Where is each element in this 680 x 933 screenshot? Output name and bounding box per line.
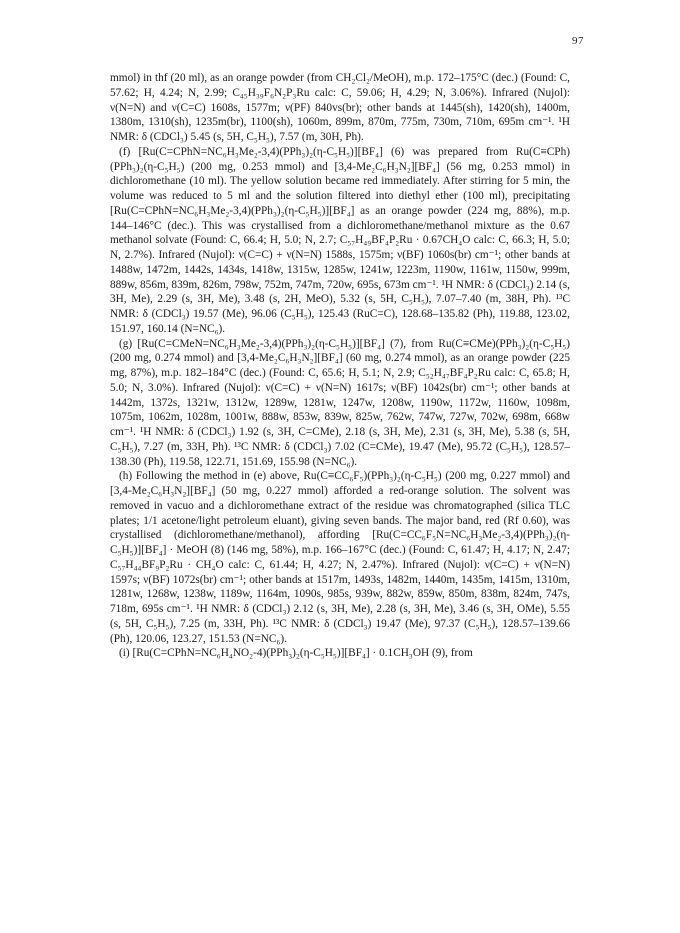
paragraph-f: (f) [Ru(C=CPhN=NC₆H₃Me₂-3,4)(PPh₃)₂(η-C₅H₅)][BF₄] (6) was prepared from Ru(C≡CPh)(PPh₃)₂(η-C₅H₅) (200 mg, 0.253 mmol) and [3,4-Me₂C₆H₃N₂][BF₄] (56 mg, 0.253 mmol) in dichloromethane (10 ml). The yellow solution became red immediately. After stirring for 5 min, the volume was reduced to 5 ml and the solution filtered into diethyl ether (100 ml), precipitating [Ru(C=CPhN=NC₆H₃Me₂-3,4)(PPh₃)₂(η-C₅H₅)][BF₄] as an orange powder (224 mg, 88%), m.p. 144–146°C (dec.). This was crystallised from a dichloromethane/methanol mixture as the 0.67 methanol solvate (Found: C, 66.4; H, 5.0; N, 2.7; C₅₇H₄₉BF₄P₂Ru · 0.67CH₄O calc: C, 66.3; H, 5.0; N, 2.7%). Infrared (Nujol): ν(C=C) + ν(N=N) 1588s, 1575m; ν(BF) 1060s(br) cm⁻¹; other bands at 1488w, 1472m, 1442s, 1434s, 1418w, 1315w, 1285w, 1241w, 1223m, 1190w, 1161w, 1150w, 999m, 889w, 856m, 839m, 826m, 798w, 752m, 747m, 720w, 695s, 673m cm⁻¹. ¹H NMR: δ (CDCl₃) 2.14 (s, 3H, Me), 2.29 (s, 3H, Me), 3.48 (s, 2H, MeO), 5.32 (s, 5H, C₅H₅), 7.07–7.40 (m, 38H, Ph). ¹³C NMR: δ (CDCl₃) 19.57 (Me), 96.06 (C₅H₅), 125.43 (RuC=C), 128.68–135.82 (Ph), 119.88, 123.02, 151.97, 160.14 (N=NC₆).	[110, 145, 570, 335]
paragraph-e-continued: mmol) in thf (20 ml), as an orange powder (from CH₂Cl₂/MeOH), m.p. 172–175°C (dec.) (Found: C, 57.62; H, 4.24; N, 2.99; C₄₅H₃₉F₆N₂P₃Ru calc: C, 59.06; H, 4.29; N, 3.06%). Infrared (Nujol): ν(N=N) and ν(C=C) 1608s, 1577m; ν(PF) 840vs(br); other bands at 1445(sh), 1420(sh), 1400m, 1380m, 1310(sh), 1235m(br), 1100(sh), 1060m, 899m, 870m, 775m, 730m, 710m, 695m cm⁻¹. ¹H NMR: δ (CDCl₃) 5.45 (s, 5H, C₅H₅), 7.57 (m, 30H, Ph).	[110, 72, 570, 143]
paragraph-i: (i) [Ru(C=CPhN=NC₆H₄NO₂-4)(PPh₃)₂(η-C₅H₅)][BF₄] · 0.1CH₃OH (9), from	[119, 647, 473, 660]
page-number: 97	[572, 35, 584, 47]
article-body	[110, 71, 570, 661]
paragraph-g: (g) [Ru(C=CMeN=NC₆H₃Me₂-3,4)(PPh₃)₂(η-C₅H₅)][BF₄] (7), from Ru(C≡CMe)(PPh₃)₂(η-C₅H₅) (200 mg, 0.274 mmol) and [3,4-Me₂C₆H₃N₂][BF₄] (60 mg, 0.274 mmol), as an orange powder (225 mg, 87%), m.p. 182–184°C (dec.) (Found: C, 65.6; H, 5.1; N, 2.9; C₅₂H₄₇BF₄P₂Ru calc: C, 65.8; H, 5.0; N, 3.0%). Infrared (Nujol): ν(C=C) + ν(N=N) 1617s; ν(BF) 1042s(br) cm⁻¹; other bands at 1442m, 1372s, 1321w, 1312w, 1289w, 1281w, 1247w, 1208w, 1190w, 1172w, 1160w, 1098m, 1075m, 1062m, 1028m, 1001w, 888w, 853w, 839w, 825w, 762w, 747w, 727w, 702w, 698m, 668w cm⁻¹. ¹H NMR: δ (CDCl₃) 1.92 (s, 3H, C=CMe), 2.18 (s, 3H, Me), 2.31 (s, 3H, Me), 5.38 (s, 5H, C₅H₅), 7.27 (m, 33H, Ph). ¹³C NMR: δ (CDCl₃) 7.02 (C=CMe), 19.47 (Me), 95.72 (C₅H₅), 128.57–138.30 (Ph), 119.58, 122.71, 151.69, 155.98 (N=NC₆).	[110, 337, 570, 468]
paragraph-h: (h) Following the method in (e) above, Ru(C≡CC₆F₅)(PPh₃)₂(η-C₅H₅) (200 mg, 0.227 mmol) and [3,4-Me₂C₆H₃N₂][BF₄] (50 mg, 0.227 mmol) afforded a red-orange solution. The solvent was removed in vacuo and a dichloromethane extract of the residue was chromatographed (silica TLC plates; 1/1 acetone/light petroleum eluant), giving seven bands. The major band, red (Rf 0.60), was crystallised (dichloromethane/methanol), affording [Ru(C=CC₆F₅N=NC₆H₃Me₂-3,4)(PPh₃)₂(η-C₅H₅)][BF₄] · MeOH (8) (146 mg, 58%), m.p. 166–167°C (dec.) (Found: C, 61.47; H, 4.17; N, 2.47; C₅₇H₄₄BF₉P₂Ru · CH₄O calc: C, 61.44; H, 4.27; N, 2.47%). Infrared (Nujol): ν(C=C) + ν(N=N) 1597s; ν(BF) 1072s(br) cm⁻¹; other bands at 1517m, 1493s, 1482m, 1440m, 1435m, 1415m, 1310m, 1281w, 1268w, 1238w, 1189w, 1164m, 1090s, 985s, 939w, 882w, 859w, 850m, 838m, 824m, 747s, 718m, 695s cm⁻¹. ¹H NMR: δ (CDCl₃) 2.12 (s, 3H, Me), 2.28 (s, 3H, Me), 3.46 (s, 3H, OMe), 5.55 (s, 5H, C₅H₅), 7.25 (m, 33H, Ph). ¹³C NMR: δ (CDCl₃) 19.47 (Me), 97.37 (C₅H₅), 128.57–139.66 (Ph), 120.06, 123.27, 151.53 (N=NC₆).	[110, 470, 570, 645]
